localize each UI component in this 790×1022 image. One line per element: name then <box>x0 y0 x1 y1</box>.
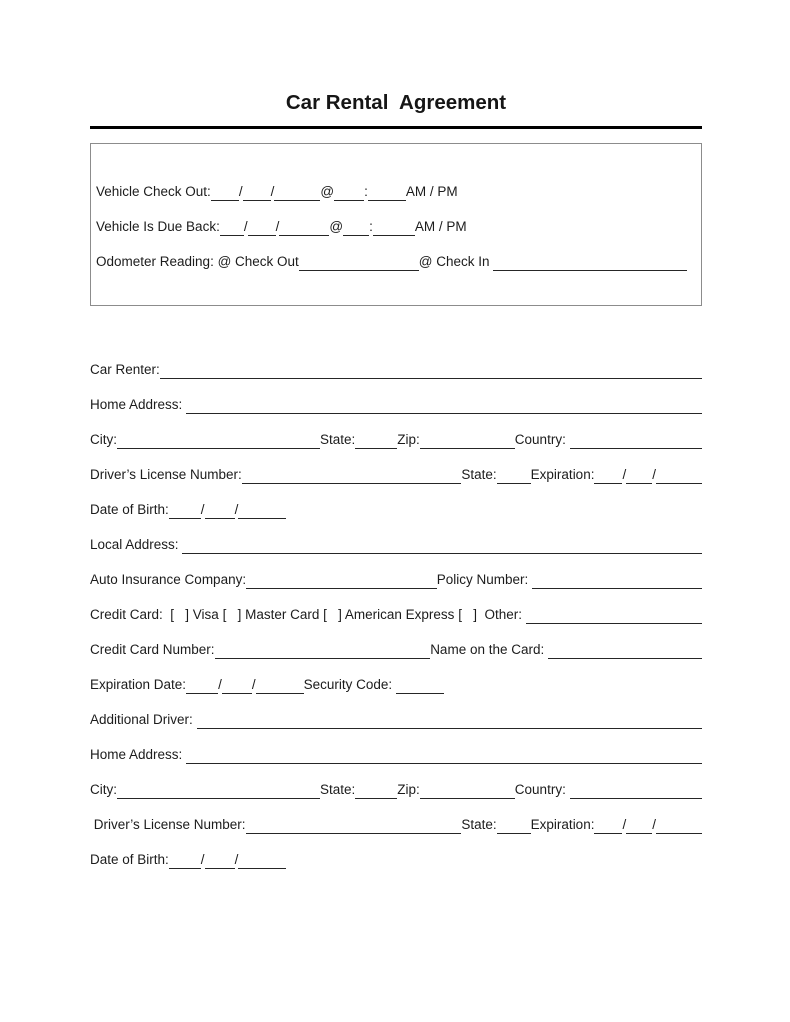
vehicle-checkout-box <box>90 143 702 306</box>
dueback-hour-field[interactable] <box>343 235 369 236</box>
dob-day-field[interactable] <box>205 518 235 519</box>
policy-number-label: Policy Number: <box>436 572 532 587</box>
name-on-card-label: Name on the Card: <box>430 642 548 657</box>
odometer-checkin-label: @ Check In <box>418 254 494 269</box>
card-exp-day-field[interactable] <box>222 693 252 694</box>
checkout-am-pm-label: AM / PM <box>405 184 458 199</box>
dueback-year-field[interactable] <box>279 235 329 236</box>
page-title: Car Rental Agreement <box>285 91 507 114</box>
drivers-license-2-field[interactable] <box>246 833 462 834</box>
title-rule <box>90 126 702 129</box>
checkout-hour-field[interactable] <box>334 200 364 201</box>
local-address-label: Local Address: <box>90 537 183 552</box>
slash-separator: / <box>270 184 275 199</box>
license-exp-year-field[interactable] <box>656 483 702 484</box>
vehicle-due-back-label: Vehicle Is Due Back: <box>96 219 220 234</box>
zip-2-label: Zip: <box>397 782 420 797</box>
credit-card-number-label: Credit Card Number: <box>90 642 215 657</box>
license-2-exp-year-field[interactable] <box>656 833 702 834</box>
security-code-field[interactable] <box>396 693 444 694</box>
slash-separator: / <box>251 677 256 692</box>
card-exp-month-field[interactable] <box>186 693 218 694</box>
dob-2-month-field[interactable] <box>169 868 201 869</box>
colon-separator: : <box>364 184 368 199</box>
city-2-row <box>90 778 702 799</box>
drivers-license-field[interactable] <box>242 483 462 484</box>
renter-form <box>90 358 702 869</box>
home-address-2-row <box>90 743 702 764</box>
slash-separator: / <box>200 502 205 517</box>
license-state-label: State: <box>461 467 497 482</box>
slash-separator: / <box>652 817 656 832</box>
drivers-license-2-label: Driver’s License Number: <box>90 817 246 832</box>
date-of-birth-row <box>90 498 702 519</box>
credit-card-number-row <box>90 638 702 659</box>
home-address-field[interactable] <box>186 413 702 414</box>
checkout-day-field[interactable] <box>243 200 271 201</box>
license-exp-month-field[interactable] <box>594 483 622 484</box>
policy-number-field[interactable] <box>532 588 702 589</box>
country-field[interactable] <box>570 448 702 449</box>
card-expiration-row <box>90 673 702 694</box>
home-address-label: Home Address: <box>90 397 187 412</box>
additional-driver-row <box>90 708 702 729</box>
drivers-license-row <box>90 463 702 484</box>
slash-separator: / <box>622 817 627 832</box>
other-card-field[interactable] <box>526 623 702 624</box>
state-label: State: <box>320 432 356 447</box>
dob-year-field[interactable] <box>238 518 286 519</box>
visa-checkbox[interactable]: [ ] <box>170 607 190 622</box>
car-renter-field[interactable] <box>160 378 702 379</box>
odometer-checkout-field[interactable] <box>299 270 419 271</box>
name-on-card-field[interactable] <box>548 658 702 659</box>
additional-driver-label: Additional Driver: <box>90 712 197 727</box>
slash-separator: / <box>218 677 222 692</box>
city-2-field[interactable] <box>117 798 320 799</box>
master-card-checkbox[interactable]: [ ] <box>222 607 242 622</box>
vehicle-checkout-rows <box>96 180 687 271</box>
dueback-am-pm-label: AM / PM <box>414 219 467 234</box>
city-row <box>90 428 702 449</box>
card-exp-year-field[interactable] <box>256 693 304 694</box>
country-2-field[interactable] <box>570 798 702 799</box>
slash-separator: / <box>238 184 243 199</box>
state-2-label: State: <box>320 782 356 797</box>
credit-card-number-field[interactable] <box>215 658 431 659</box>
zip-field[interactable] <box>420 448 515 449</box>
local-address-field[interactable] <box>182 553 702 554</box>
zip-2-field[interactable] <box>420 798 515 799</box>
car-renter-row <box>90 358 702 379</box>
license-state-field[interactable] <box>497 483 531 484</box>
vehicle-check-out-label: Vehicle Check Out: <box>96 184 211 199</box>
checkout-minute-field[interactable] <box>368 200 406 201</box>
auto-insurance-row <box>90 568 702 589</box>
license-2-exp-day-field[interactable] <box>626 833 652 834</box>
colon-separator: : <box>369 219 373 234</box>
odometer-checkin-field[interactable] <box>493 270 687 271</box>
license-exp-day-field[interactable] <box>626 483 652 484</box>
auto-insurance-field[interactable] <box>246 588 437 589</box>
country-2-label: Country: <box>514 782 570 797</box>
slash-separator: / <box>200 852 205 867</box>
home-address-row <box>90 393 702 414</box>
license-2-exp-month-field[interactable] <box>594 833 622 834</box>
other-card-label: Other: <box>476 607 526 622</box>
additional-driver-field[interactable] <box>197 728 702 729</box>
slash-separator: / <box>275 219 280 234</box>
american-express-checkbox[interactable]: [ ] <box>323 607 342 622</box>
slash-separator: / <box>243 219 248 234</box>
city-2-label: City: <box>90 782 117 797</box>
drivers-license-label: Driver’s License Number: <box>90 467 242 482</box>
card-expiration-label: Expiration Date: <box>90 677 187 692</box>
license-expiration-label: Expiration: <box>530 467 595 482</box>
date-of-birth-2-label: Date of Birth: <box>90 852 169 867</box>
dueback-month-field[interactable] <box>220 235 244 236</box>
dueback-day-field[interactable] <box>248 235 276 236</box>
slash-separator: / <box>234 852 239 867</box>
license-2-expiration-label: Expiration: <box>530 817 595 832</box>
other-card-checkbox[interactable]: [ ] <box>458 607 477 622</box>
auto-insurance-label: Auto Insurance Company: <box>90 572 247 587</box>
checkout-year-field[interactable] <box>274 200 320 201</box>
credit-card-label: Credit Card: <box>90 607 171 622</box>
at-sign: @ <box>329 219 344 234</box>
dob-2-day-field[interactable] <box>205 868 235 869</box>
odometer-row <box>96 250 687 271</box>
security-code-label: Security Code: <box>303 677 396 692</box>
city-label: City: <box>90 432 117 447</box>
date-of-birth-2-row <box>90 848 702 869</box>
city-field[interactable] <box>117 448 320 449</box>
slash-separator: / <box>234 502 239 517</box>
license-2-state-label: State: <box>461 817 497 832</box>
odometer-checkout-label: Odometer Reading: @ Check Out <box>96 254 299 269</box>
state-field[interactable] <box>355 448 397 449</box>
visa-label: Visa <box>189 607 223 622</box>
checkout-month-field[interactable] <box>211 200 239 201</box>
slash-separator: / <box>652 467 656 482</box>
dob-2-year-field[interactable] <box>238 868 286 869</box>
country-label: Country: <box>514 432 570 447</box>
drivers-license-2-row <box>90 813 702 834</box>
at-sign: @ <box>320 184 335 199</box>
american-express-label: American Express <box>341 607 459 622</box>
home-address-2-label: Home Address: <box>90 747 187 762</box>
license-2-state-field[interactable] <box>497 833 531 834</box>
dob-month-field[interactable] <box>169 518 201 519</box>
credit-card-row <box>90 603 702 624</box>
date-of-birth-label: Date of Birth: <box>90 502 169 517</box>
home-address-2-field[interactable] <box>186 763 702 764</box>
master-card-label: Master Card <box>241 607 324 622</box>
zip-label: Zip: <box>397 432 420 447</box>
car-renter-label: Car Renter: <box>90 362 160 377</box>
vehicle-check-out-row <box>96 180 687 201</box>
local-address-row <box>90 533 702 554</box>
vehicle-due-back-row <box>96 215 687 236</box>
slash-separator: / <box>622 467 627 482</box>
state-2-field[interactable] <box>355 798 397 799</box>
dueback-minute-field[interactable] <box>373 235 415 236</box>
